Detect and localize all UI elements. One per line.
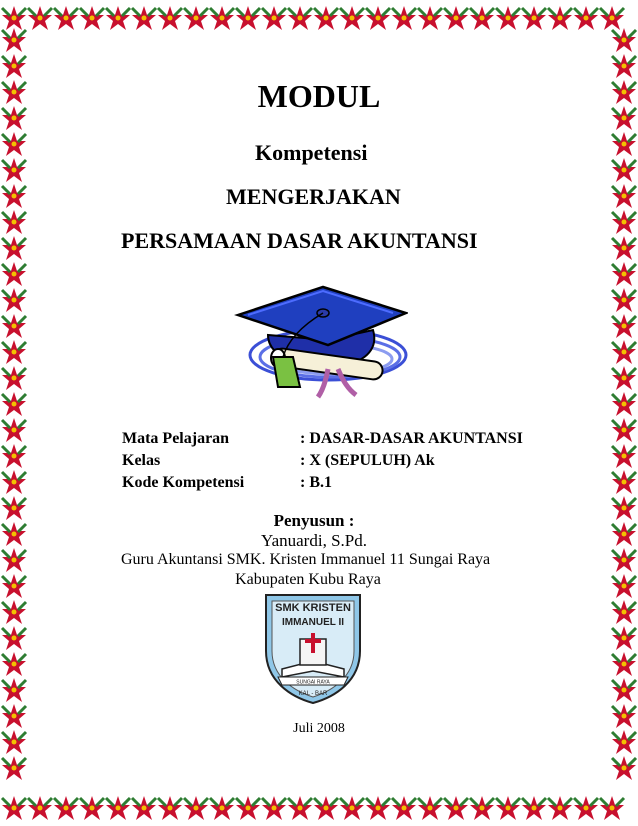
info-value: : DASAR-DASAR AKUNTANSI	[300, 430, 523, 447]
logo-bottom-text: KAL - BAR	[298, 691, 328, 697]
logo-middle-text: IMMANUEL II	[281, 617, 345, 628]
penyusun-label: Penyusun :	[273, 511, 355, 530]
kompetensi-label: Kompetensi	[255, 140, 368, 165]
author-role: Guru Akuntansi SMK. Kristen Immanuel 11 Sungai Raya	[121, 551, 491, 568]
document-title: MODUL	[257, 78, 381, 114]
subtitle-line-1: MENGERJAKAN	[226, 184, 401, 209]
region-name: Kabupaten Kubu Raya	[235, 571, 381, 588]
info-label: Mata Pelajaran	[122, 430, 230, 447]
school-logo	[260, 591, 366, 705]
publication-date: Juli 2008	[293, 721, 345, 736]
info-label: Kode Kompetensi	[122, 474, 245, 491]
subtitle-line-2: PERSAMAAN DASAR AKUNTANSI	[121, 228, 478, 253]
info-row	[122, 474, 582, 496]
author-name: Yanuardi, S.Pd.	[261, 531, 367, 550]
info-row	[122, 430, 582, 452]
course-info-table	[122, 430, 582, 496]
info-label: Kelas	[122, 452, 161, 469]
info-row	[122, 452, 582, 474]
info-value: : B.1	[300, 474, 332, 491]
logo-ribbon-text: SUNGAI RAYA	[296, 679, 330, 686]
logo-top-text: SMK KRISTEN	[275, 602, 351, 614]
graduation-cap-illustration	[228, 285, 408, 400]
info-value: : X (SEPULUH) Ak	[300, 452, 435, 469]
